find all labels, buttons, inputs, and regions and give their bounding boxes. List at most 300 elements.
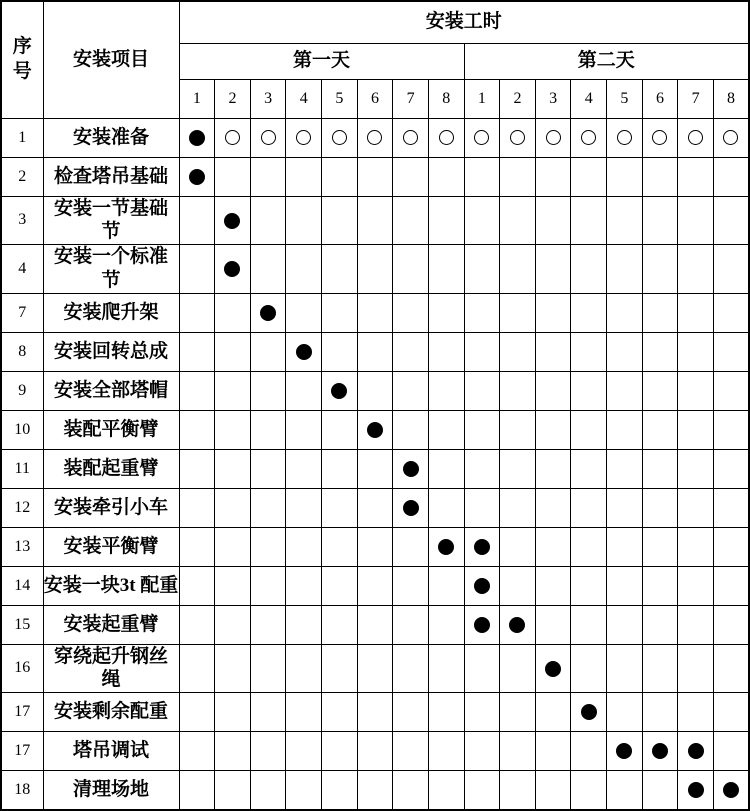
hour-cell	[571, 245, 607, 294]
hour-cell	[678, 157, 714, 196]
header-installation-hours: 安装工时	[179, 1, 749, 43]
hour-cell	[179, 410, 215, 449]
hour-cell	[428, 245, 464, 294]
hour-cell	[713, 644, 749, 693]
hour-cell	[357, 245, 393, 294]
hour-cell	[500, 196, 536, 245]
row-project-name	[43, 605, 179, 644]
empty-circle-icon	[546, 130, 561, 145]
empty-circle-icon	[617, 130, 632, 145]
hour-cell	[642, 332, 678, 371]
table-row	[1, 245, 749, 294]
hour-cell	[678, 332, 714, 371]
hour-cell	[179, 771, 215, 810]
filled-circle-icon	[723, 782, 739, 798]
hour-number-cell: 6	[642, 79, 678, 118]
project-name-line: 安装准备	[72, 126, 149, 148]
hour-cell	[286, 157, 322, 196]
row-serial-number: 3	[1, 196, 43, 245]
hour-cell	[250, 293, 286, 332]
hour-cell	[713, 488, 749, 527]
project-name-line: 安装一块3t 配重	[43, 574, 179, 596]
hour-cell	[393, 371, 429, 410]
row-project-name	[43, 157, 179, 196]
hour-cell	[357, 732, 393, 771]
hour-cell	[428, 157, 464, 196]
hour-cell	[607, 693, 643, 732]
hour-cell	[607, 644, 643, 693]
row-serial-number: 16	[1, 644, 43, 693]
filled-circle-icon	[438, 539, 454, 555]
hour-cell	[286, 245, 322, 294]
hour-cell	[678, 410, 714, 449]
empty-circle-icon	[723, 130, 738, 145]
hour-cell	[571, 449, 607, 488]
row-project-name	[43, 293, 179, 332]
hour-cell	[357, 605, 393, 644]
hour-cell	[286, 527, 322, 566]
hour-cell	[215, 371, 251, 410]
schedule-table-body	[1, 118, 749, 810]
hour-cell	[642, 410, 678, 449]
hour-cell	[535, 371, 571, 410]
hour-cell	[393, 644, 429, 693]
hour-cell	[464, 605, 500, 644]
hour-cell	[215, 732, 251, 771]
row-project-name	[43, 245, 179, 294]
hour-cell	[713, 196, 749, 245]
filled-circle-icon	[474, 539, 490, 555]
project-name-line: 安装一个标准	[53, 246, 168, 267]
hour-cell	[215, 644, 251, 693]
hour-cell	[464, 771, 500, 810]
hour-cell	[250, 157, 286, 196]
empty-circle-icon	[332, 130, 347, 145]
hour-cell	[428, 693, 464, 732]
hour-cell	[642, 771, 678, 810]
hour-cell	[357, 693, 393, 732]
row-serial-number: 10	[1, 410, 43, 449]
hour-cell	[250, 527, 286, 566]
hour-number-cell: 8	[428, 79, 464, 118]
empty-circle-icon	[403, 130, 418, 145]
project-name-line: 安装爬升架	[63, 301, 159, 323]
hour-cell	[678, 771, 714, 810]
filled-circle-icon	[616, 743, 632, 759]
hour-cell	[464, 488, 500, 527]
hour-cell	[215, 245, 251, 294]
hour-cell	[713, 293, 749, 332]
hour-cell	[464, 644, 500, 693]
hour-cell	[322, 449, 358, 488]
hour-cell	[215, 527, 251, 566]
hour-cell	[642, 157, 678, 196]
table-row	[1, 157, 749, 196]
hour-cell	[393, 771, 429, 810]
hour-cell	[322, 293, 358, 332]
hour-cell	[500, 157, 536, 196]
hour-cell	[535, 644, 571, 693]
hour-cell	[215, 332, 251, 371]
hour-cell	[179, 644, 215, 693]
hour-cell	[286, 732, 322, 771]
hour-cell	[428, 644, 464, 693]
hour-cell	[357, 157, 393, 196]
hour-cell	[713, 605, 749, 644]
hour-cell	[642, 371, 678, 410]
hour-cell	[215, 488, 251, 527]
hour-cell	[393, 527, 429, 566]
hour-cell	[607, 449, 643, 488]
hour-cell	[642, 245, 678, 294]
row-project-name	[43, 118, 179, 157]
hour-cell	[642, 488, 678, 527]
empty-circle-icon	[688, 130, 703, 145]
hour-cell	[322, 157, 358, 196]
hour-cell	[500, 732, 536, 771]
hour-cell	[357, 771, 393, 810]
hour-cell	[607, 118, 643, 157]
hour-cell	[642, 732, 678, 771]
hour-cell	[607, 293, 643, 332]
hour-cell	[215, 693, 251, 732]
row-serial-number: 17	[1, 693, 43, 732]
hour-cell	[179, 527, 215, 566]
hour-cell	[179, 371, 215, 410]
project-name-line: 装配起重臂	[63, 457, 159, 479]
filled-circle-icon	[509, 617, 525, 633]
hour-cell	[179, 332, 215, 371]
row-project-name	[43, 566, 179, 605]
hour-cell	[678, 488, 714, 527]
hour-cell	[428, 449, 464, 488]
row-serial-number: 4	[1, 245, 43, 294]
hour-cell	[571, 605, 607, 644]
empty-circle-icon	[225, 130, 240, 145]
hour-cell	[464, 293, 500, 332]
hour-cell	[357, 527, 393, 566]
hour-cell	[571, 771, 607, 810]
hour-cell	[286, 196, 322, 245]
table-row	[1, 449, 749, 488]
empty-circle-icon	[261, 130, 276, 145]
hour-cell	[607, 566, 643, 605]
table-row	[1, 371, 749, 410]
hour-cell	[535, 693, 571, 732]
hour-cell	[286, 332, 322, 371]
hour-cell	[286, 605, 322, 644]
hour-cell	[357, 293, 393, 332]
header-day2: 第二天	[464, 43, 749, 79]
filled-circle-icon	[331, 383, 347, 399]
project-name-line: 节	[101, 269, 121, 291]
hour-cell	[286, 293, 322, 332]
filled-circle-icon	[367, 422, 383, 438]
hour-cell	[571, 566, 607, 605]
hour-cell	[535, 605, 571, 644]
hour-cell	[357, 410, 393, 449]
table-row	[1, 605, 749, 644]
hour-cell	[642, 118, 678, 157]
hour-cell	[179, 566, 215, 605]
project-name-line: 塔吊调试	[72, 740, 149, 762]
hour-cell	[250, 488, 286, 527]
hour-cell	[250, 371, 286, 410]
hour-cell	[607, 410, 643, 449]
hour-cell	[678, 245, 714, 294]
hour-cell	[428, 488, 464, 527]
hour-cell	[535, 118, 571, 157]
project-name-line: 清理场地	[72, 778, 149, 800]
table-row	[1, 732, 749, 771]
header-serial-number	[1, 1, 43, 118]
empty-circle-icon	[296, 130, 311, 145]
hour-cell	[713, 371, 749, 410]
hour-cell	[322, 488, 358, 527]
hour-cell	[250, 732, 286, 771]
table-row	[1, 644, 749, 693]
filled-circle-icon	[474, 578, 490, 594]
row-project-name	[43, 196, 179, 245]
hour-number-cell: 3	[250, 79, 286, 118]
hour-cell	[393, 693, 429, 732]
serial-number-label: 序号	[12, 36, 32, 82]
hour-cell	[607, 771, 643, 810]
hour-cell	[535, 488, 571, 527]
table-header	[1, 1, 749, 118]
hour-cell	[215, 605, 251, 644]
hour-cell	[678, 693, 714, 732]
hour-cell	[393, 245, 429, 294]
project-name-line: 安装起重臂	[63, 613, 159, 635]
project-name-line: 绳	[101, 669, 121, 691]
hour-cell	[357, 196, 393, 245]
empty-circle-icon	[474, 130, 489, 145]
hour-cell	[286, 693, 322, 732]
hour-cell	[179, 732, 215, 771]
hour-cell	[607, 371, 643, 410]
project-name-line: 安装剩余配重	[53, 701, 168, 723]
hour-cell	[393, 566, 429, 605]
filled-circle-icon	[688, 743, 704, 759]
hour-cell	[215, 771, 251, 810]
hour-cell	[393, 732, 429, 771]
hour-cell	[215, 196, 251, 245]
project-name-line: 安装回转总成	[53, 340, 168, 362]
hour-cell	[322, 605, 358, 644]
header-row-top	[1, 1, 749, 43]
hour-cell	[393, 488, 429, 527]
hour-cell	[428, 196, 464, 245]
hour-cell	[179, 245, 215, 294]
hour-cell	[678, 449, 714, 488]
hour-cell	[464, 732, 500, 771]
hour-number-cell: 1	[179, 79, 215, 118]
row-serial-number: 15	[1, 605, 43, 644]
filled-circle-icon	[581, 704, 597, 720]
filled-circle-icon	[296, 344, 312, 360]
empty-circle-icon	[510, 130, 525, 145]
hour-cell	[607, 732, 643, 771]
row-serial-number: 9	[1, 371, 43, 410]
row-serial-number: 1	[1, 118, 43, 157]
hour-cell	[393, 449, 429, 488]
hour-cell	[713, 449, 749, 488]
row-serial-number: 12	[1, 488, 43, 527]
hour-cell	[500, 371, 536, 410]
hour-number-cell: 5	[322, 79, 358, 118]
hour-cell	[642, 196, 678, 245]
hour-cell	[713, 410, 749, 449]
hour-cell	[464, 118, 500, 157]
empty-circle-icon	[439, 130, 454, 145]
hour-cell	[500, 118, 536, 157]
hour-cell	[322, 245, 358, 294]
row-serial-number: 7	[1, 293, 43, 332]
hour-cell	[607, 157, 643, 196]
hour-cell	[713, 118, 749, 157]
hour-cell	[357, 371, 393, 410]
hour-cell	[428, 118, 464, 157]
hour-cell	[535, 245, 571, 294]
hour-cell	[428, 566, 464, 605]
hour-number-cell: 4	[571, 79, 607, 118]
project-name-line: 检查塔吊基础	[53, 165, 168, 187]
hour-cell	[464, 527, 500, 566]
hour-cell	[215, 157, 251, 196]
hour-cell	[642, 693, 678, 732]
hour-cell	[179, 488, 215, 527]
hour-cell	[322, 196, 358, 245]
table-row	[1, 527, 749, 566]
hour-cell	[678, 196, 714, 245]
hour-cell	[250, 410, 286, 449]
hour-cell	[500, 245, 536, 294]
hour-cell	[393, 332, 429, 371]
hour-number-cell: 2	[500, 79, 536, 118]
table-row	[1, 693, 749, 732]
project-name-line: 穿绕起升钢丝	[53, 645, 168, 667]
hour-cell	[215, 449, 251, 488]
hour-cell	[179, 293, 215, 332]
hour-cell	[250, 693, 286, 732]
hour-cell	[179, 157, 215, 196]
hour-cell	[179, 605, 215, 644]
project-name-line: 节	[101, 221, 121, 243]
hour-cell	[607, 196, 643, 245]
hour-number-cell: 6	[357, 79, 393, 118]
table-row	[1, 118, 749, 157]
table-row	[1, 332, 749, 371]
hour-cell	[393, 118, 429, 157]
hour-cell	[250, 118, 286, 157]
filled-circle-icon	[474, 617, 490, 633]
hour-cell	[250, 644, 286, 693]
hour-cell	[250, 449, 286, 488]
hour-cell	[535, 293, 571, 332]
hour-cell	[571, 644, 607, 693]
row-project-name	[43, 449, 179, 488]
row-project-name	[43, 644, 179, 693]
hour-cell	[179, 118, 215, 157]
hour-cell	[393, 157, 429, 196]
hour-cell	[179, 196, 215, 245]
hour-cell	[571, 293, 607, 332]
hour-cell	[357, 118, 393, 157]
hour-cell	[571, 196, 607, 245]
hour-cell	[464, 410, 500, 449]
hour-cell	[678, 732, 714, 771]
hour-cell	[500, 449, 536, 488]
row-serial-number: 18	[1, 771, 43, 810]
hour-cell	[571, 371, 607, 410]
filled-circle-icon	[403, 500, 419, 516]
hour-cell	[464, 371, 500, 410]
hour-cell	[286, 410, 322, 449]
hour-cell	[250, 771, 286, 810]
row-project-name	[43, 527, 179, 566]
hour-number-cell: 7	[393, 79, 429, 118]
hour-cell	[464, 566, 500, 605]
hour-cell	[713, 732, 749, 771]
hour-cell	[571, 732, 607, 771]
hour-cell	[678, 118, 714, 157]
hour-cell	[464, 196, 500, 245]
hour-cell	[393, 293, 429, 332]
hour-cell	[322, 118, 358, 157]
hour-cell	[428, 771, 464, 810]
table-row	[1, 196, 749, 245]
hour-cell	[607, 488, 643, 527]
hour-cell	[428, 527, 464, 566]
hour-cell	[428, 293, 464, 332]
project-name-line: 安装牵引小车	[53, 496, 168, 518]
row-project-name	[43, 771, 179, 810]
project-name-line: 装配平衡臂	[63, 418, 159, 440]
project-name-line: 安装一节基础	[53, 197, 168, 219]
hour-cell	[215, 410, 251, 449]
filled-circle-icon	[688, 782, 704, 798]
hour-cell	[642, 605, 678, 644]
hour-cell	[322, 410, 358, 449]
hour-cell	[286, 488, 322, 527]
hour-cell	[500, 488, 536, 527]
hour-cell	[357, 488, 393, 527]
hour-cell	[500, 605, 536, 644]
hour-cell	[286, 449, 322, 488]
hour-cell	[500, 693, 536, 732]
hour-cell	[250, 332, 286, 371]
hour-cell	[250, 605, 286, 644]
hour-cell	[464, 157, 500, 196]
hour-cell	[535, 732, 571, 771]
hour-number-cell: 4	[286, 79, 322, 118]
hour-cell	[607, 245, 643, 294]
hour-number-cell: 3	[535, 79, 571, 118]
empty-circle-icon	[581, 130, 596, 145]
hour-cell	[713, 245, 749, 294]
hour-cell	[535, 449, 571, 488]
hour-cell	[428, 332, 464, 371]
hour-cell	[535, 410, 571, 449]
row-project-name	[43, 410, 179, 449]
hour-cell	[322, 371, 358, 410]
hour-cell	[393, 605, 429, 644]
hour-cell	[713, 527, 749, 566]
hour-cell	[357, 566, 393, 605]
project-name-line: 安装平衡臂	[63, 535, 159, 557]
table-row	[1, 293, 749, 332]
